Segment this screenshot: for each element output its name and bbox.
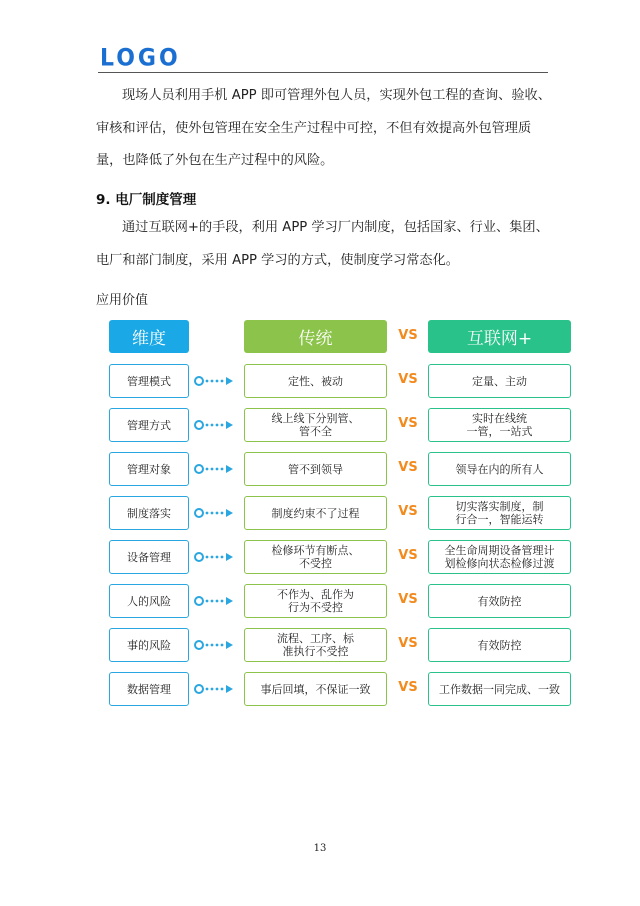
row-traditional: 定性、被动 — [244, 364, 387, 398]
header-traditional: 传统 — [244, 320, 387, 353]
row-vs: VS — [398, 416, 418, 431]
header-dimension: 维度 — [109, 320, 189, 353]
paragraph-outsourcing: 现场人员利用手机 APP 即可管理外包人员，实现外包工程的查询、验收、审核和评估，使外包管理在安全生产过程中可控，不但有效提高外包管理质量，也降低了外包在生产过程中的风险。 — [96, 88, 551, 168]
row-internet: 有效防控 — [428, 628, 571, 662]
dots-arrow-icon — [193, 595, 235, 607]
row-vs: VS — [398, 504, 418, 519]
row-dimension: 人的风险 — [109, 584, 189, 618]
row-dimension: 管理模式 — [109, 364, 189, 398]
dots-arrow-icon — [193, 551, 235, 563]
dots-arrow-icon — [193, 375, 235, 387]
row-internet: 有效防控 — [428, 584, 571, 618]
row-vs: VS — [398, 460, 418, 475]
paragraph-regulation: 通过互联网+的手段，利用 APP 学习厂内制度，包括国家、行业、集团、电厂和部门制度，采用 APP 学习的方式，使制度学习常态化。 — [96, 220, 549, 268]
row-internet: 全生命周期设备管理计 划检修向状态检修过渡 — [428, 540, 571, 574]
application-value-label: 应用价值 — [96, 293, 149, 308]
header-divider — [98, 72, 548, 73]
dots-arrow-icon — [193, 507, 235, 519]
row-traditional: 管不到领导 — [244, 452, 387, 486]
row-traditional: 不作为、乱作为 行为不受控 — [244, 584, 387, 618]
row-internet: 定量、主动 — [428, 364, 571, 398]
page-number: 13 — [313, 843, 327, 854]
logo: LOGO — [100, 44, 181, 73]
dots-arrow-icon — [193, 639, 235, 651]
row-internet: 切实落实制度，制 行合一，智能运转 — [428, 496, 571, 530]
row-vs: VS — [398, 636, 418, 651]
row-vs: VS — [398, 372, 418, 387]
row-dimension: 设备管理 — [109, 540, 189, 574]
dots-arrow-icon — [193, 683, 235, 695]
row-dimension: 事的风险 — [109, 628, 189, 662]
row-dimension: 数据管理 — [109, 672, 189, 706]
row-traditional: 线上线下分别管、 管不全 — [244, 408, 387, 442]
row-traditional: 事后回填，不保证一致 — [244, 672, 387, 706]
header-internet: 互联网+ — [428, 320, 571, 353]
row-vs: VS — [398, 592, 418, 607]
dots-arrow-icon — [193, 463, 235, 475]
row-internet: 工作数据一同完成、一致 — [428, 672, 571, 706]
row-dimension: 管理对象 — [109, 452, 189, 486]
row-vs: VS — [398, 680, 418, 695]
row-traditional: 检修环节有断点、 不受控 — [244, 540, 387, 574]
section-heading: 9. 电厂制度管理 — [96, 192, 197, 208]
header-vs: VS — [398, 328, 418, 343]
row-dimension: 管理方式 — [109, 408, 189, 442]
row-internet: 实时在线统 一管，一站式 — [428, 408, 571, 442]
row-internet: 领导在内的所有人 — [428, 452, 571, 486]
row-dimension: 制度落实 — [109, 496, 189, 530]
row-traditional: 制度约束不了过程 — [244, 496, 387, 530]
row-vs: VS — [398, 548, 418, 563]
row-traditional: 流程、工序、标 准执行不受控 — [244, 628, 387, 662]
dots-arrow-icon — [193, 419, 235, 431]
